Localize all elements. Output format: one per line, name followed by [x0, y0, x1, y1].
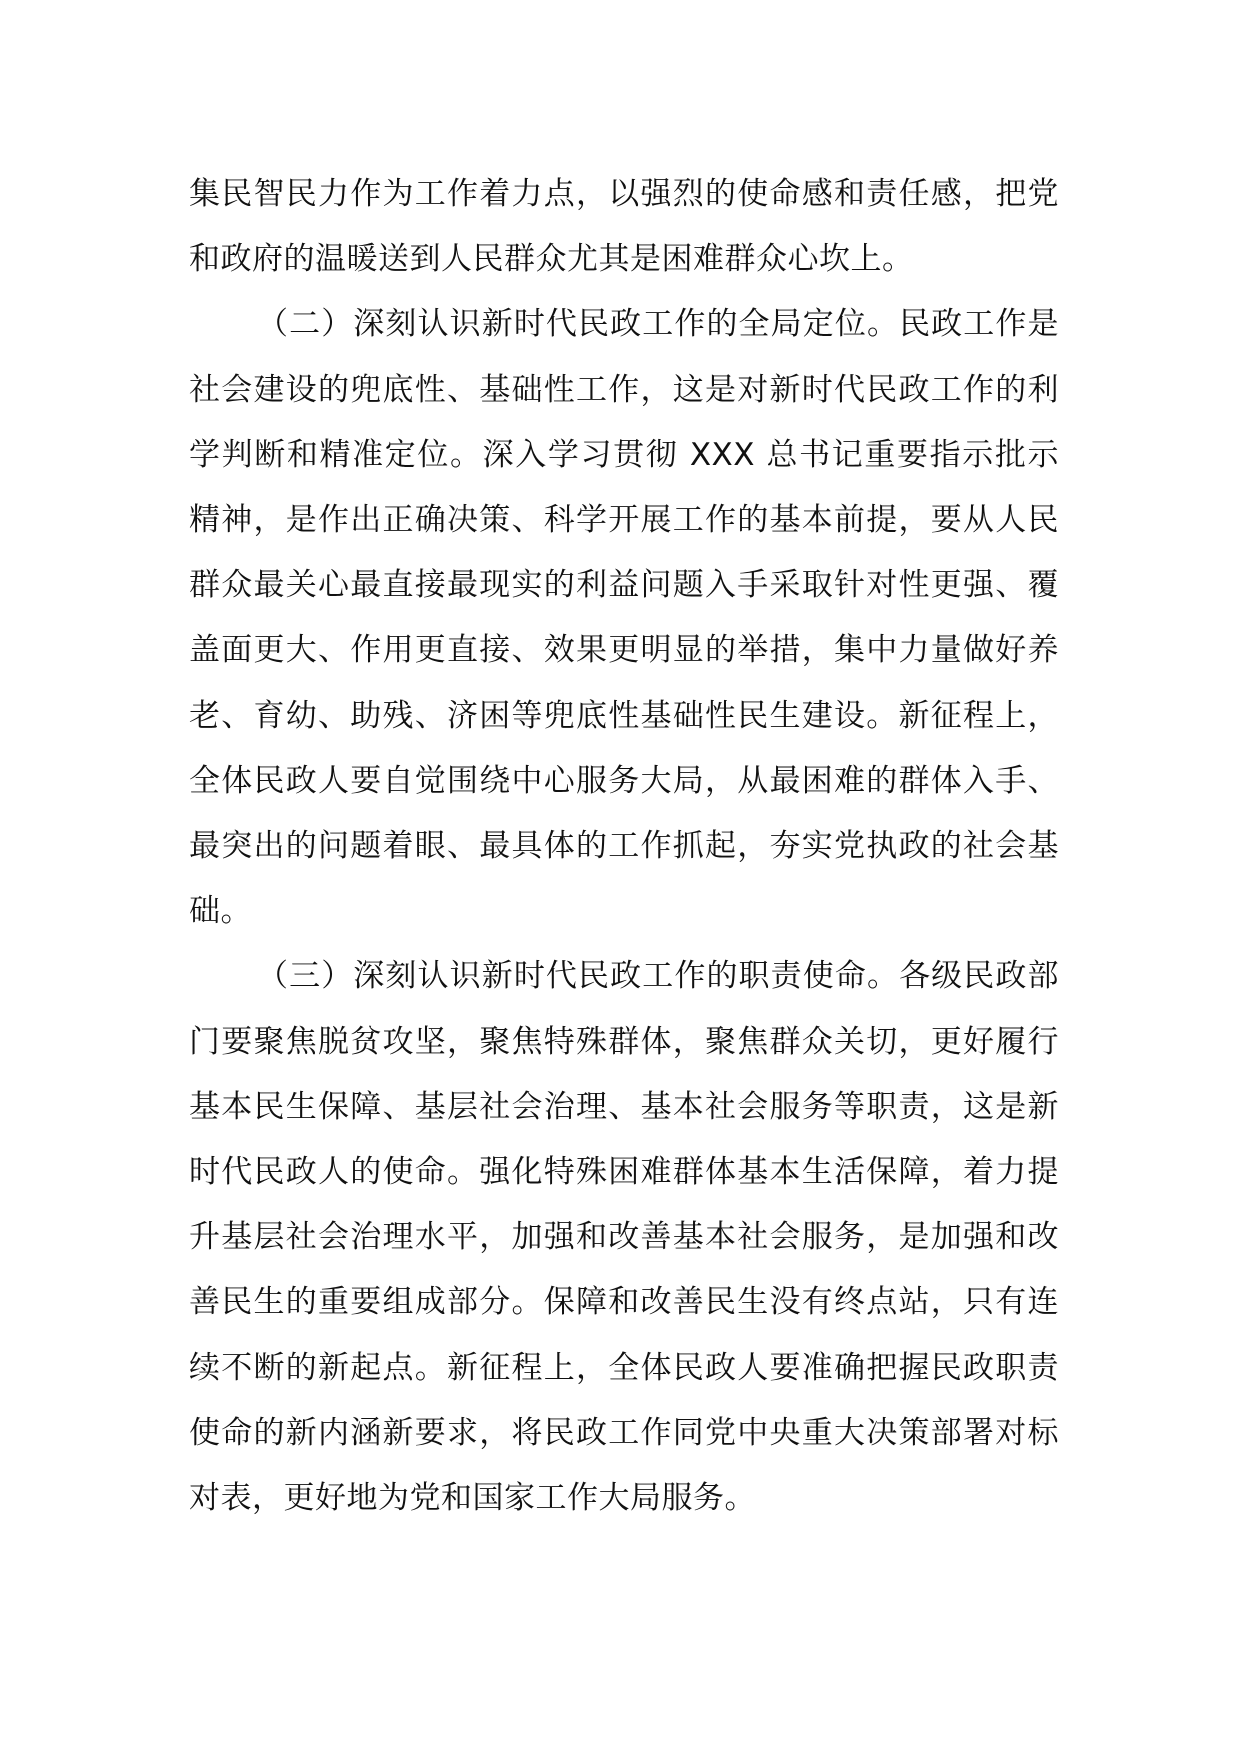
document-body	[189, 162, 1059, 1531]
paragraph-section-2: （二）深刻认识新时代民政工作的全局定位。民政工作是社会建设的兜底性、基础性工作，这是对新时代民政工作的利学判断和精准定位。深入学习贯彻 XXX 总书记重要指示批示精神，是作出正确决策、科学开展工作的基本前提，要从人民群众最关心最直接最现实的利益问题入手采取针对性更强、覆盖面更大、作用更直接、效果更明显的举措，集中力量做好养老、育幼、助残、济困等兜底性基础性民生建设。新征程上，全体民政人要自觉围绕中心服务大局，从最困难的群体入手、最突出的问题着眼、最具体的工作抓起，夯实党执政的社会基础。	[189, 306, 1059, 930]
paragraph-continuation: 集民智民力作为工作着力点，以强烈的使命感和责任感，把党和政府的温暖送到人民群众尤其是困难群众心坎上。	[189, 176, 1059, 278]
paragraph-section-3: （三）深刻认识新时代民政工作的职责使命。各级民政部门要聚焦脱贫攻坚，聚焦特殊群体，聚焦群众关切，更好履行基本民生保障、基层社会治理、基本社会服务等职责，这是新时代民政人的使命。强化特殊困难群体基本生活保障，着力提升基层社会治理水平，加强和改善基本社会服务，是加强和改善民生的重要组成部分。保障和改善民生没有终点站，只有连续不断的新起点。新征程上，全体民政人要准确把握民政职责使命的新内涵新要求，将民政工作同党中央重大决策部署对标对表，更好地为党和国家工作大局服务。	[189, 958, 1059, 1517]
